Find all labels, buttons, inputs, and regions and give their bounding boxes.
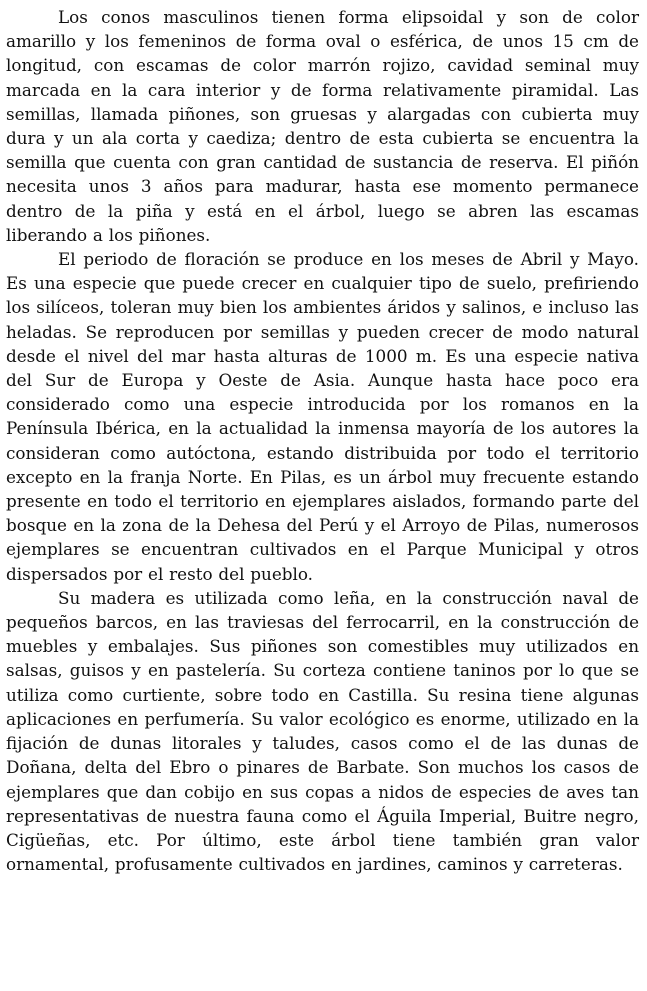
paragraph-flowering-and-habitat: El periodo de floración se produce en los meses de Abril y Mayo. Es una especie que puede crecer en cualquier tipo de suelo, prefiriendo los silíceos, toleran muy bien los ambientes áridos y salinos, e incluso las heladas. Se reproducen por semillas y pueden crecer de modo natural desde el nivel del mar hasta alturas de 1000 m. Es una especie nativa del Sur de Europa y Oeste de Asia. Aunque hasta hace poco era considerado como una especie introducida por los romanos en la Península Ibérica, en la actualidad la inmensa mayoría de los autores la consideran como autóctona, estando distribuida por todo el territorio excepto en la franja Norte. En Pilas, es un árbol muy frecuente estando presente en todo el territorio en ejemplares aislados, formando parte del bosque en la zona de la Dehesa del Perú y el Arroyo de Pilas, numerosos ejemplares se encuentran cultivados en el Parque Municipal y otros dispersados por el resto del pueblo. (6, 249, 639, 584)
paragraph-cones-and-seeds: Los conos masculinos tienen forma elipsoidal y son de color amarillo y los femeninos de forma oval o esférica, de unos 15 cm de longitud, con escamas de color marrón rojizo, cavidad seminal muy marcada en la cara interior y de forma relativamente piramidal. Las semillas, llamada piñones, son gruesas y alargadas con cubierta muy dura y un ala corta y caediza; dentro de esta cubierta se encuentra la semilla que cuenta con gran cantidad de sustancia de reserva. El piñón necesita unos 3 años para madurar, hasta ese momento permanece dentro de la piña y está en el árbol, luego se abren las escamas liberando a los piñones. (6, 7, 639, 245)
document-page (6, 5, 639, 876)
paragraph-uses-and-value: Su madera es utilizada como leña, en la construcción naval de pequeños barcos, en las traviesas del ferrocarril, en la construcción de muebles y embalajes. Sus piñones son comestibles muy utilizados en salsas, guisos y en pastelería. Su corteza contiene taninos por lo que se utiliza como curtiente, sobre todo en Castilla. Su resina tiene algunas aplicaciones en perfumería. Su valor ecológico es enorme, utilizado en la fijación de dunas litorales y taludes, casos como el de las dunas de Doñana, delta del Ebro o pinares de Barbate. Son muchos los casos de ejemplares que dan cobijo en sus copas a nidos de especies de aves tan representativas de nuestra fauna como el Águila Imperial, Buitre negro, Cigüeñas, etc. Por último, este árbol tiene también gran valor ornamental, profusamente cultivados en jardines, caminos y carreteras. (6, 587, 639, 875)
